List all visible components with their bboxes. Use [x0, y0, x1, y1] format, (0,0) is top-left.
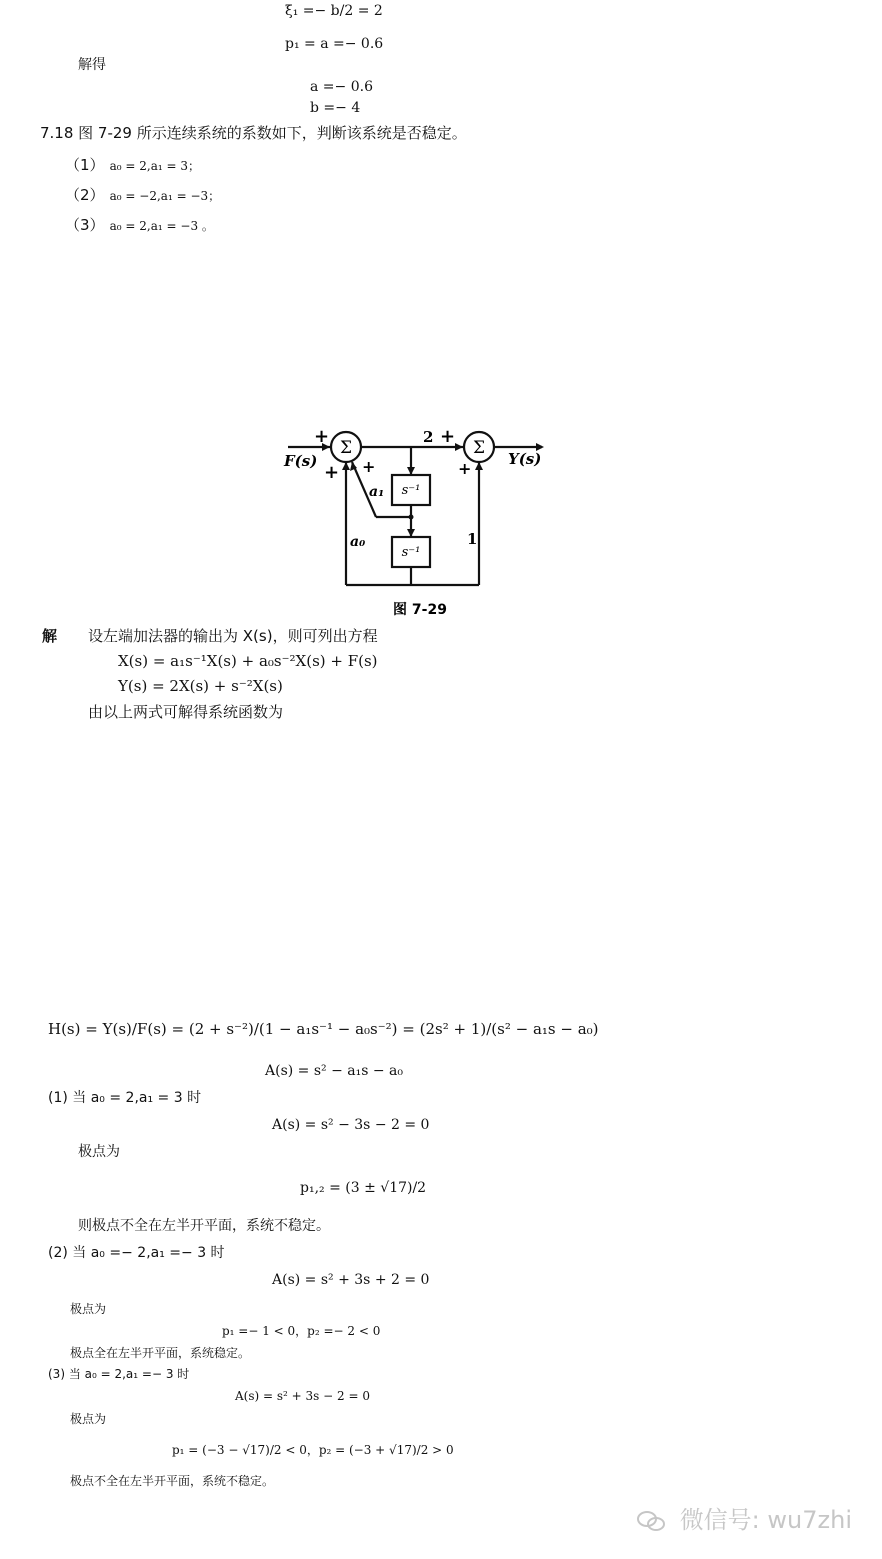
case1-poles: p₁,₂ = (3 ± √17)/2	[300, 1180, 427, 1196]
characteristic-poly: A(s) = s² − a₁s − a₀	[265, 1063, 404, 1079]
case1-poly: A(s) = s² − 3s − 2 = 0	[272, 1117, 430, 1133]
b-value: b =− 4	[310, 100, 361, 116]
xi1-equation: ξ₁ =− b/2 = 2	[285, 3, 383, 19]
case3-poly: A(s) = s² + 3s − 2 = 0	[235, 1389, 370, 1403]
p1-equation: p₁ = a =− 0.6	[285, 36, 384, 52]
case3-poles: p₁ = (−3 − √17)/2 < 0，p₂ = (−3 + √17)/2 > 0	[172, 1443, 454, 1457]
case2-values: a₀ = −2,a₁ = −3；	[109, 189, 221, 203]
wechat-icon	[636, 1509, 666, 1533]
sigma-left: Σ	[339, 438, 353, 458]
arrow-gain1	[475, 462, 483, 470]
case3-heading: (3) 当 a₀ = 2,a₁ =− 3 时	[48, 1367, 190, 1381]
plus-a1: +	[362, 457, 376, 476]
a1-label: a₁	[369, 484, 385, 500]
wechat-watermark	[636, 1500, 852, 1535]
a0-label: a₀	[350, 534, 366, 550]
case2-poles: p₁ =− 1 < 0，p₂ =− 2 < 0	[222, 1324, 381, 1338]
gain1-label: 1	[467, 530, 478, 548]
equation-y: Y(s) = 2X(s) + s⁻²X(s)	[118, 677, 283, 695]
arrow-mid	[455, 443, 463, 451]
case2-poly: A(s) = s² + 3s + 2 = 0	[272, 1272, 430, 1288]
a-value: a =− 0.6	[310, 79, 373, 95]
solution-outro: 由以上两式可解得系统函数为	[88, 703, 284, 721]
case3-values: a₀ = 2,a₁ = −3 。	[109, 219, 214, 233]
gain2-label: 2	[423, 428, 434, 446]
case1-values: a₀ = 2,a₁ = 3；	[109, 159, 201, 173]
case2-conclusion: 极点全在左半开平面，系统稳定。	[70, 1346, 251, 1360]
arrow-int2	[407, 529, 415, 537]
arrow-int1	[407, 467, 415, 475]
input-label: F(s)	[284, 452, 318, 470]
case3-label: （3）	[65, 216, 105, 234]
watermark-text: 微信号: wu7zhi	[679, 1506, 852, 1534]
case1-label: （1）	[65, 156, 105, 174]
integrator-2-label: s⁻¹	[401, 545, 421, 560]
solution-mark: 解	[42, 627, 58, 645]
plus-a0: +	[324, 462, 340, 483]
case1-poles-label: 极点为	[78, 1144, 120, 1160]
plus-gain1: +	[458, 459, 472, 478]
arrow-a0	[342, 462, 350, 470]
solve-label: 解得	[78, 57, 106, 73]
case2-poles-label: 极点为	[70, 1302, 107, 1316]
plus-in: +	[314, 426, 330, 447]
sigma-right: Σ	[472, 438, 486, 458]
case2-label: （2）	[65, 186, 105, 204]
problem-title: 7.18 图 7-29 所示连续系统的系数如下，判断该系统是否稳定。	[40, 124, 467, 142]
equation-x: X(s) = a₁s⁻¹X(s) + a₀s⁻²X(s) + F(s)	[118, 652, 378, 670]
solution-intro: 设左端加法器的输出为 X(s)，则可列出方程	[88, 627, 378, 645]
node-dot	[409, 515, 414, 520]
block-diagram	[280, 420, 560, 620]
plus-gain2: +	[440, 426, 456, 447]
case1-heading: (1) 当 a₀ = 2,a₁ = 3 时	[48, 1090, 202, 1106]
case2-heading: (2) 当 a₀ =− 2,a₁ =− 3 时	[48, 1245, 225, 1261]
case3-conclusion: 极点不全在左半开平面，系统不稳定。	[70, 1474, 275, 1488]
output-label: Y(s)	[508, 450, 542, 468]
case1-conclusion: 则极点不全在左半开平面，系统不稳定。	[78, 1218, 330, 1234]
case3-poles-label: 极点为	[70, 1412, 107, 1426]
figure-caption: 图 7-29	[393, 602, 447, 618]
transfer-function: H(s) = Y(s)/F(s) = (2 + s⁻²)/(1 − a₁s⁻¹ − a₀s⁻²) = (2s² + 1)/(s² − a₁s − a₀)	[48, 1020, 599, 1038]
integrator-1-label: s⁻¹	[401, 483, 421, 498]
